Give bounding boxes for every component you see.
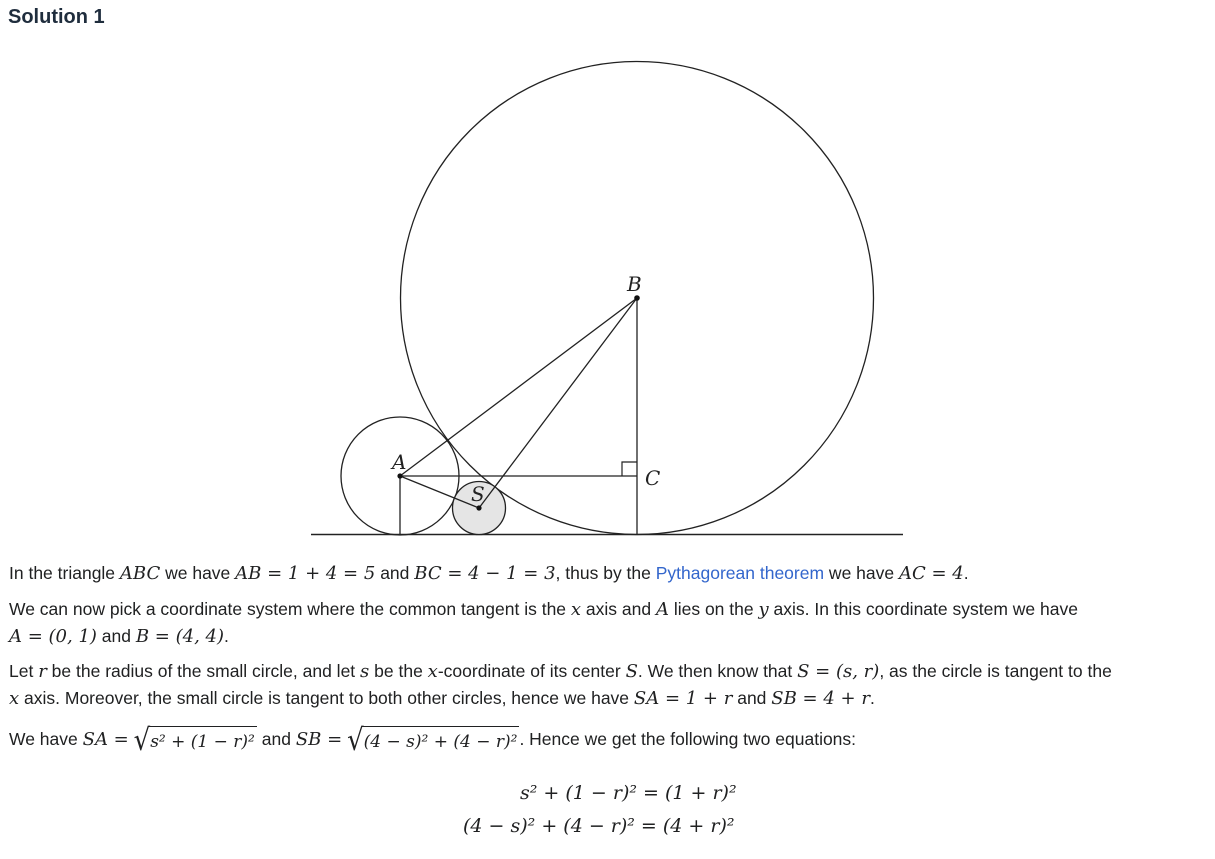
solution-heading: Solution 1	[8, 6, 105, 28]
sqrt-sa: √s² + (1 − r)²	[133, 723, 255, 758]
segment-ab	[400, 298, 637, 476]
label-s: S	[471, 482, 485, 506]
pythagorean-theorem-link[interactable]: Pythagorean theorem	[655, 563, 825, 583]
paragraph-distances: We have SA = √s² + (1 − r)² and SB = √(4 − s)² + (4 − r)² . Hence we get the following two equations:	[9, 723, 857, 758]
right-angle-marker	[622, 462, 637, 476]
paragraph-coordinate-system: We can now pick a coordinate system where the common tangent is the x axis and A lies on the y axis. In this coordinate system we have A = (0, 1) and B = (4, 4).	[9, 599, 1078, 647]
label-c: C	[645, 466, 661, 490]
paragraph-triangle: In the triangle ABC we have AB = 1 + 4 = 5 and BC = 4 − 1 = 3, thus by the Pythagorean theorem we have AC = 4.	[9, 563, 969, 584]
sqrt-sb: √(4 − s)² + (4 − r)²	[347, 723, 518, 758]
equation-1: s² + (1 − r)² = (1 + r)²	[520, 782, 737, 804]
label-b: B	[627, 272, 642, 296]
paragraph-small-circle: Let r be the radius of the small circle, and let s be the x-coordinate of its center S. We then know that S = (s, r), as the circle is tangent to the x axis. Moreover, the small circle is tangent to both other circles, hence we have SA = 1 + r and SB = 4 + r.	[9, 661, 1112, 709]
equation-2: (4 − s)² + (4 − r)² = (4 + r)²	[463, 815, 735, 837]
point-a	[397, 473, 402, 478]
point-b	[634, 295, 640, 301]
point-s	[476, 505, 481, 510]
label-a: A	[392, 450, 407, 474]
